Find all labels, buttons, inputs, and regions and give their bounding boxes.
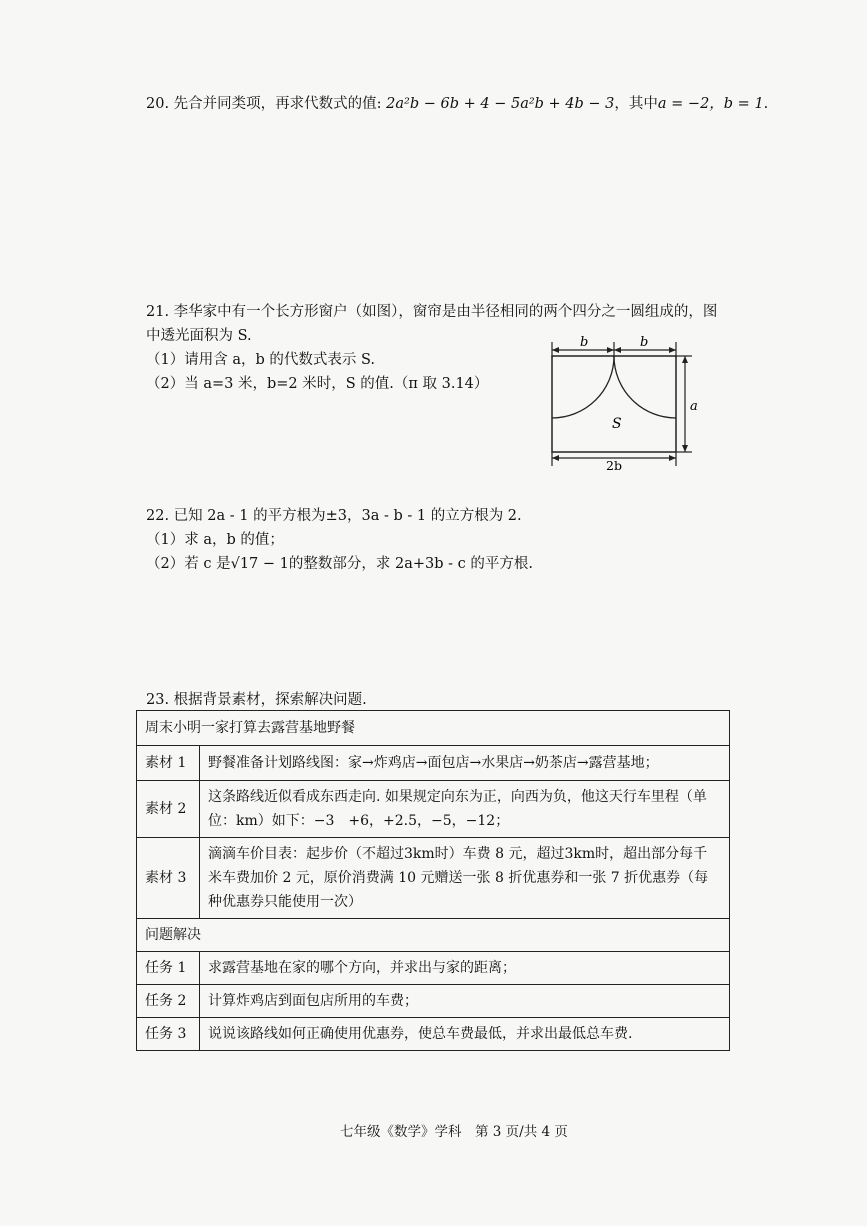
left-quarter-arc bbox=[552, 356, 614, 418]
page-footer: 七年级《数学》学科 第 3 页/共 4 页 bbox=[340, 1124, 568, 1140]
row-label: 素材 1 bbox=[137, 746, 200, 781]
q21-line-2: 中透光面积为 S. bbox=[146, 328, 252, 344]
table-row bbox=[137, 1018, 730, 1051]
q20-text-a: 20. 先合并同类项，再求代数式的值: bbox=[146, 96, 387, 112]
row-label: 素材 3 bbox=[137, 838, 200, 919]
row-label: 任务 1 bbox=[137, 952, 200, 985]
table-row bbox=[137, 746, 730, 781]
label-b-left: b bbox=[580, 335, 589, 350]
q20-expression: 2a²b − 6b + 4 − 5a²b + 4b − 3 bbox=[386, 96, 615, 112]
question-22 bbox=[146, 504, 533, 576]
right-quarter-arc bbox=[614, 356, 676, 418]
table-header: 周末小明一家打算去露营基地野餐 bbox=[137, 711, 730, 746]
q22-subquestion-1: （1）求 a，b 的值； bbox=[146, 532, 284, 548]
label-a: a bbox=[690, 399, 698, 414]
q23-table bbox=[136, 710, 730, 1051]
question-20 bbox=[146, 92, 768, 113]
row-content: 说说该路线如何正确使用优惠券，使总车费最低，并求出最低总车费. bbox=[200, 1018, 730, 1051]
table-row bbox=[137, 781, 730, 838]
q20-condition: a = −2，b = 1 bbox=[657, 96, 764, 112]
row-content: 计算炸鸡店到面包店所用的车费； bbox=[200, 985, 730, 1018]
q20-text-b: ，其中 bbox=[614, 96, 658, 112]
table-row bbox=[137, 952, 730, 985]
row-label: 任务 3 bbox=[137, 1018, 200, 1051]
q21-line-1: 21. 李华家中有一个长方形窗户（如图），窗帘是由半径相同的两个四分之一圆组成的，图 bbox=[146, 304, 718, 320]
label-b-right: b bbox=[640, 335, 649, 350]
row-content: 野餐准备计划路线图：家→炸鸡店→面包店→水果店→奶茶店→露营基地； bbox=[200, 746, 730, 781]
window-figure bbox=[540, 330, 710, 470]
q22-line-1: 22. 已知 2a - 1 的平方根为±3，3a - b - 1 的立方根为 2. bbox=[146, 508, 522, 524]
q22-sub2-text-b: 的整数部分，求 2a+3b - c 的平方根. bbox=[288, 556, 533, 572]
table-row bbox=[137, 985, 730, 1018]
q21-subquestion-2: （2）当 a=3 米，b=2 米时，S 的值.（π 取 3.14） bbox=[146, 376, 489, 392]
q22-subquestion-2 bbox=[146, 552, 533, 576]
row-label: 任务 2 bbox=[137, 985, 200, 1018]
q22-sub2-text-a: （2）若 c 是 bbox=[146, 556, 231, 572]
question-23-title: 23. 根据背景素材，探索解决问题. bbox=[146, 692, 367, 708]
label-s: S bbox=[612, 416, 622, 432]
label-2b: 2b bbox=[606, 458, 622, 470]
section-header: 问题解决 bbox=[137, 919, 730, 952]
row-content: 滴滴车价目表：起步价（不超过3km时）车费 8 元，超过3km时，超出部分每千米车费加价 2 元，原价消费满 10 元赠送一张 8 折优惠券和一张 7 折优惠券（每种优惠券只能使用一次） bbox=[200, 838, 730, 919]
q20-end: . bbox=[763, 96, 769, 112]
q22-sub2-expression: √17 − 1 bbox=[230, 556, 289, 572]
row-content: 求露营基地在家的哪个方向，并求出与家的距离； bbox=[200, 952, 730, 985]
table-row bbox=[137, 838, 730, 919]
row-label: 素材 2 bbox=[137, 781, 200, 838]
row-content: 这条路线近似看成东西走向. 如果规定向东为正，向西为负，他这天行车里程（单位：km）如下：−3 +6，+2.5，−5，−12； bbox=[200, 781, 730, 838]
q21-subquestion-1: （1）请用含 a，b 的代数式表示 S. bbox=[146, 352, 376, 368]
